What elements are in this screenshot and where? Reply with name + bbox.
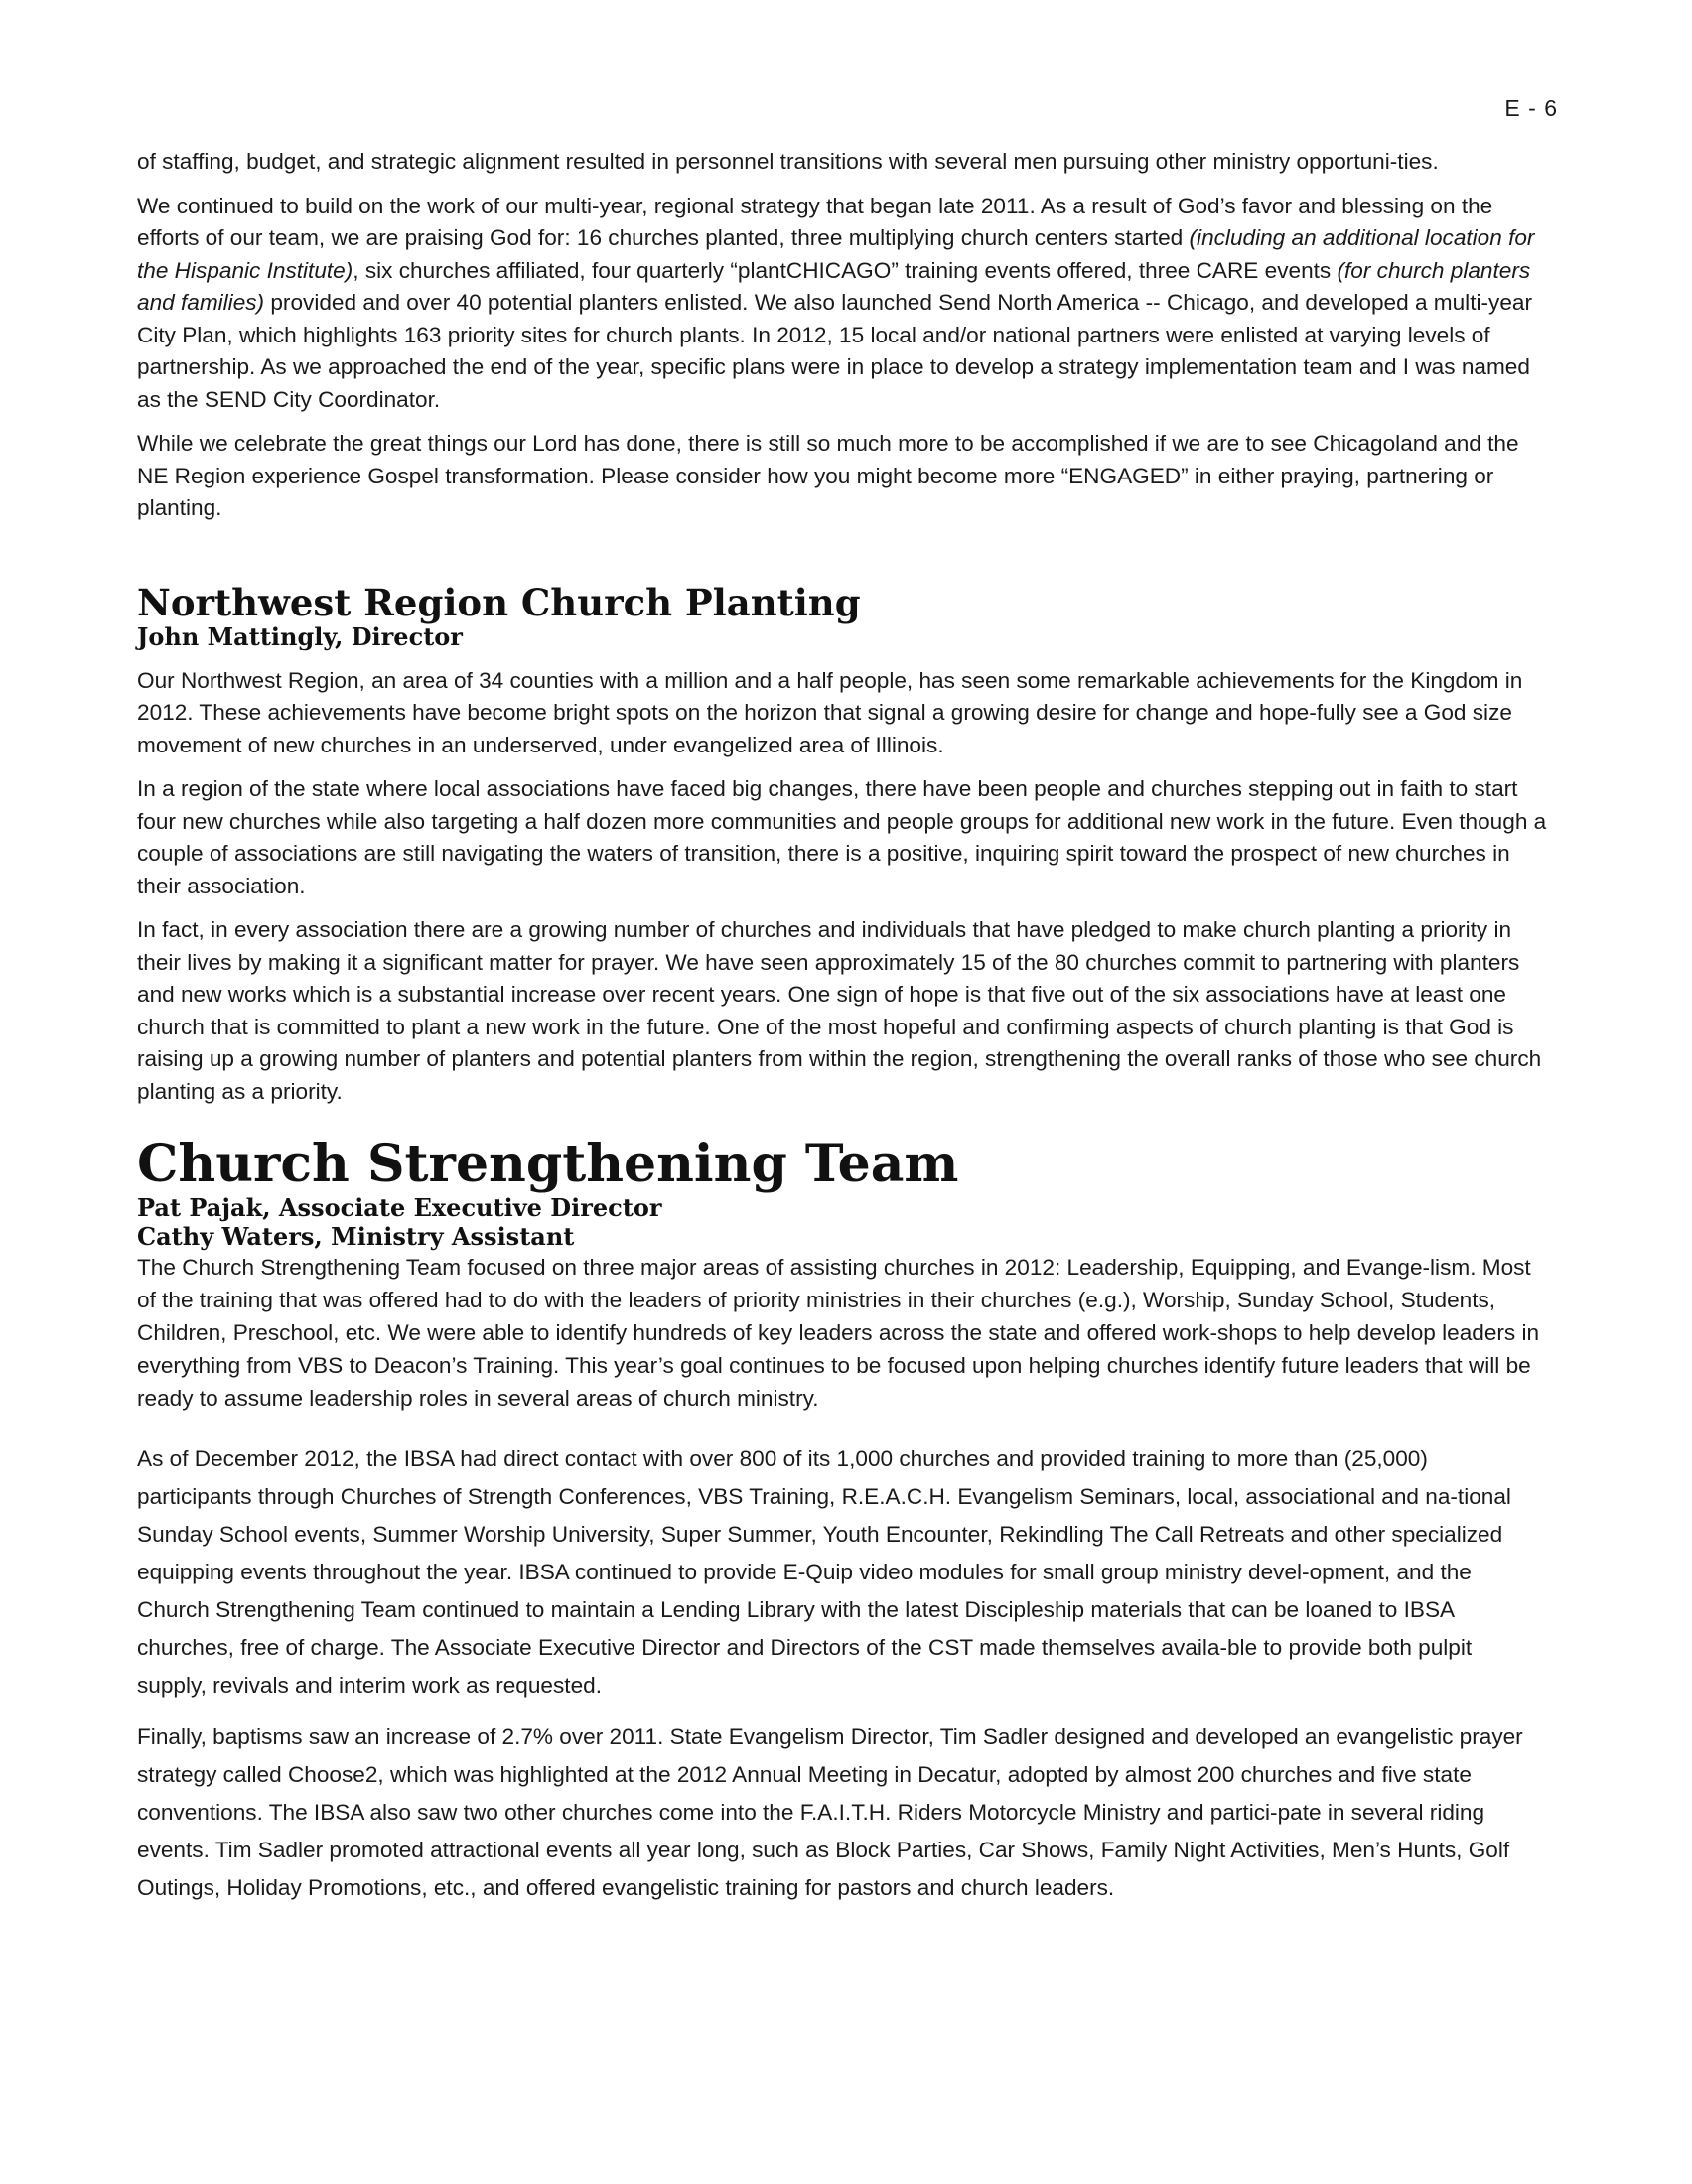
cst-section	[137, 1136, 1547, 1907]
cst-paragraph-3: Finally, baptisms saw an increase of 2.7% over 2011. State Evangelism Director, Tim Sadler designed and developed an evangelistic prayer strategy called Choose2, which was highlighted at the 2012 Annual Meeting in Decatur, adopted by almost 200 churches and five state conventions. The IBSA also saw two other churches come into the F.A.I.T.H. Riders Motorcycle Ministry and partici-pate in several riding events. Tim Sadler promoted attractional events all year long, such as Block Parties, Car Shows, Family Night Activities, Men’s Hunts, Golf Outings, Holiday Promotions, etc., and offered evangelistic training for pastors and church leaders.	[137, 1724, 1523, 1900]
ne-strategy-text-c: provided and over 40 potential planters enlisted. We also launched Send North America -- Chicago, and developed a multi-year City Plan, which highlights 163 priority sites for church plants. In 2012, 15 local and/or national partners were enlisted at varying levels of partnership. As we approached the end of the year, specific plans were in place to develop a strategy implementation team and I was named as the SEND City Coordinator.	[137, 290, 1532, 412]
ne-strategy-text-a: We continued to build on the work of our multi-year, regional strategy that began late 2011. As a result of God’s favor and blessing on the efforts of our team, we are praising God for: 16 churches planted, three multiplying church centers started	[137, 193, 1493, 250]
cst-staff-ministry-assistant: Cathy Waters, Ministry Assistant	[137, 1222, 575, 1251]
nw-region-paragraph-2: In a region of the state where local associations have faced big changes, there have been people and churches stepping out in faith to start four new churches while also targeting a half dozen more communities and people groups for additional new work in the future. Even though a couple of associations are still navigating the waters of transition, there is a positive, inquiring spirit toward the prospect of new churches in their association.	[137, 776, 1547, 898]
ne-strategy-italic-1: (including an additional location for the Hispanic Institute)	[137, 225, 1535, 283]
ne-strategy-text-b: , six churches affiliated, four quarterly “plantCHICAGO” training events offered, three CARE events	[352, 257, 1338, 283]
ne-strategy-paragraph	[137, 191, 1547, 417]
cst-paragraph-2: As of December 2012, the IBSA had direct contact with over 800 of its 1,000 churches and provided training to more than (25,000) participants through Churches of Strength Conferences, VBS Training, R.E.A.C.H. Evangelism Seminars, local, associational and na-tional Sunday School events, Summer Worship University, Super Summer, Youth Encounter, Rekindling The Call Retreats and other specialized equipping events throughout the year. IBSA continued to provide E-Quip video modules for small group ministry devel-opment, and the Church Strengthening Team continued to maintain a Lending Library with the latest Discipleship materials that can be loaned to IBSA churches, free of charge. The Associate Executive Director and Directors of the CST made themselves availa-ble to provide both pulpit supply, revivals and interim work as requested.	[137, 1446, 1511, 1698]
nw-region-heading: Northwest Region Church Planting	[137, 580, 861, 624]
cst-paragraph-1: The Church Strengthening Team focused on three major areas of assisting churches in 2012: Leadership, Equipping, and Evange-lism. Most of the training that was offered had to do with the leaders of priority ministries in their churches (e.g.), Worship, Sunday School, Students, Children, Preschool, etc. We were able to identify hundreds of key leaders across the state and offered work-shops to help develop leaders in everything from VBS to Deacon’s Training. This year’s goal continues to be focused upon helping churches identify future leaders that will be ready to assume leadership roles in several areas of church ministry.	[137, 1255, 1540, 1411]
ne-celebrate-paragraph: While we celebrate the great things our Lord has done, there is still so much more to be accomplished if we are to see Chicagoland and the NE Region experience Gospel transformation. Please consider how you might become more “ENGAGED” in either praying, partnering or planting.	[137, 431, 1519, 520]
text-column	[137, 146, 1547, 1907]
nw-region-section	[137, 580, 1547, 1109]
ne-continuation-paragraph: of staffing, budget, and strategic alignment resulted in personnel transitions with several men pursuing other ministry opportuni-ties.	[137, 149, 1439, 174]
cst-details	[137, 1440, 1547, 1907]
page-number: E - 6	[1504, 95, 1558, 121]
cst-staff-associate-director: Pat Pajak, Associate Executive Director	[137, 1193, 662, 1222]
cst-heading: Church Strengthening Team	[137, 1134, 959, 1194]
cst-intro	[137, 1251, 1547, 1415]
nw-region-paragraph-1: Our Northwest Region, an area of 34 counties with a million and a half people, has seen some remarkable achievements for the Kingdom in 2012. These achievements have become bright spots on the horizon that signal a growing desire for change and hope-fully see a God size movement of new churches in an underserved, under evangelized area of Illinois.	[137, 667, 1523, 757]
nw-region-director: John Mattingly, Director	[137, 621, 463, 651]
nw-region-paragraph-3: In fact, in every association there are a growing number of churches and individuals that have pledged to make church planting a priority in their lives by making it a significant matter for prayer. We have seen approximately 15 of the 80 churches commit to partnering with planters and new works which is a substantial increase over recent years. One sign of hope is that five out of the six associations have at least one church that is committed to plant a new work in the future. One of the most hopeful and confirming aspects of church planting is that God is raising up a growing number of planters and potential planters from within the region, strengthening the overall ranks of those who see church planting as a priority.	[137, 917, 1542, 1104]
ne-strategy-italic-2: (for church planters and families)	[137, 257, 1531, 315]
